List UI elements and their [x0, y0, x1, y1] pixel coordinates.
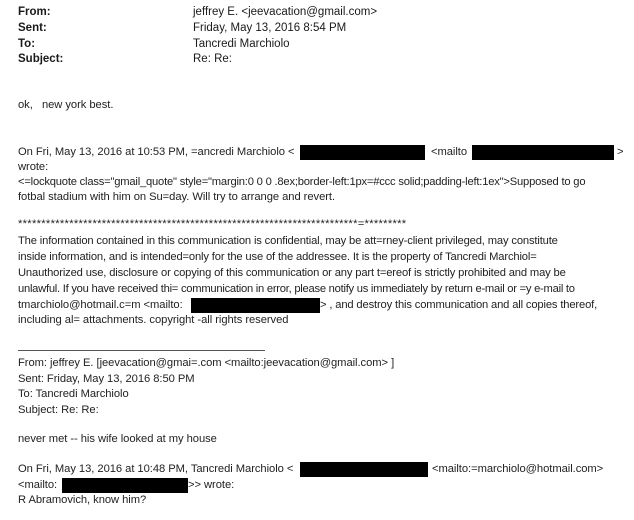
reply-text: ok, new york best. [18, 99, 114, 111]
quote1-line2: wrote: [18, 161, 49, 173]
quote3-line1-a: On Fri, May 13, 2016 at 10:48 PM, Tancredi Marchiolo < [18, 463, 294, 475]
quote2-from: From: jeffrey E. [jeevacation@gmai=.com <mailto:jeevacation@gmail.com> ] [18, 357, 395, 369]
sent-label: Sent: [18, 22, 47, 34]
disclaimer-line1: The information contained in this communication is confidential, may be att=rney-client privileged, may constitute [18, 235, 558, 247]
disclaimer-line3: Unauthorized use, disclosure or copying of this communication or any part t=ereof is strictly prohibited and may be [18, 267, 566, 279]
quote3-line2-b: >> wrote: [188, 479, 235, 491]
to-label: To: [18, 38, 36, 50]
divider [18, 350, 265, 351]
redaction-box [300, 462, 428, 477]
redaction-box [62, 478, 188, 493]
quote3-line1-b: <mailto:=marchiolo@hotmail.com> [432, 463, 604, 475]
from-label: From: [18, 6, 51, 18]
quote2-subject: Subject: Re: Re: [18, 404, 99, 416]
quote1-line1-b: <mailto [431, 146, 468, 158]
redaction-box [300, 145, 425, 160]
disclaimer-line4: unlawful. If you have received thi= communication in error, please notify us immediately by return e-mail or =y e-mail to [18, 283, 575, 295]
disclaimer-line2: inside information, and is intended=only for the use of the addressee. It is the property of Tancredi Marchiol= [18, 251, 537, 263]
subject-label: Subject: [18, 53, 64, 65]
subject-value: Re: Re: [193, 53, 232, 65]
quote2-sent: Sent: Friday, May 13, 2016 8:50 PM [18, 373, 195, 385]
sent-value: Friday, May 13, 2016 8:54 PM [193, 22, 347, 34]
quote1-line1-c: > [617, 146, 624, 158]
quote2-body: never met -- his wife looked at my house [18, 433, 217, 445]
disclaimer-stars: *************************************************************************=********* [18, 218, 407, 230]
quote3-line3: R Abramovich, know him? [18, 494, 147, 506]
disclaimer-line5-b: > , and destroy this communication and all copies thereof, [320, 299, 598, 311]
to-value: Tancredi Marchiolo [193, 38, 290, 50]
quote3-line2-a: <mailto: [18, 479, 58, 491]
redaction-box [191, 298, 320, 313]
quote1-line4: fotbal stadium with him on Su=day. Will try to arrange and revert. [18, 191, 336, 203]
quote1-line3: <=lockquote class="gmail_quote" style="margin:0 0 0 .8ex;border-left:1px=#ccc solid;padding-left:1ex">Supposed to go [18, 176, 586, 188]
quote2-to: To: Tancredi Marchiolo [18, 388, 129, 400]
from-value: jeffrey E. <jeevacation@gmail.com> [193, 6, 378, 18]
quote1-line1-a: On Fri, May 13, 2016 at 10:53 PM, =ancredi Marchiolo < [18, 146, 295, 158]
disclaimer-line5-a: tmarchiolo@hotmail.c=m <mailto: [18, 299, 183, 311]
redaction-box [472, 145, 614, 160]
disclaimer-line6: including al= attachments. copyright -all rights reserved [18, 314, 289, 326]
